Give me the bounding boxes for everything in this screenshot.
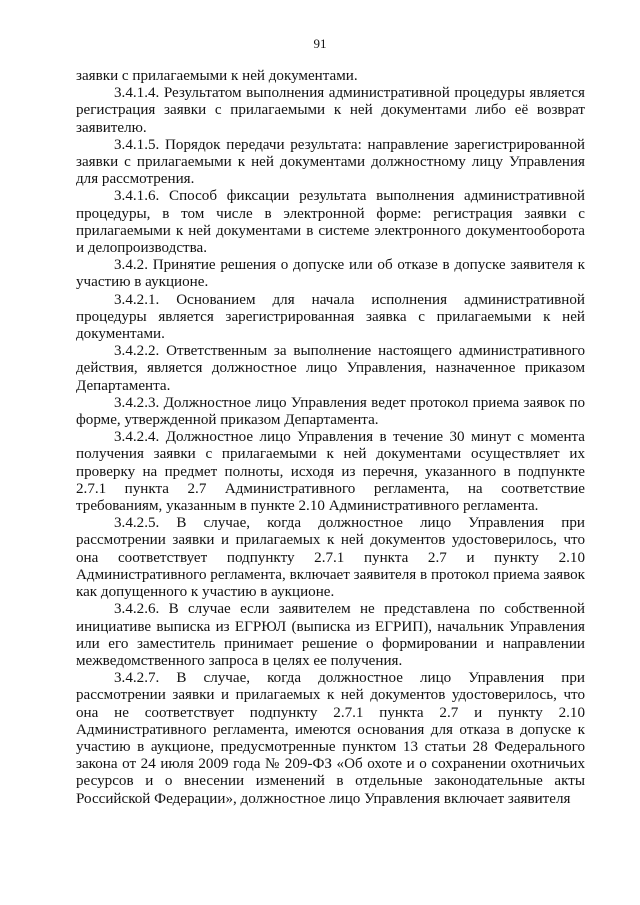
paragraph-3-4-1-4: 3.4.1.4. Результатом выполнения административной процедуры является регистрация заявки с прилагаемыми к ней документами либо её возврат заявителю.	[76, 85, 585, 136]
paragraph-3-4-2-1: 3.4.2.1. Основанием для начала исполнения административной процедуры является зарегистрированная заявка с прилагаемыми к ней документами.	[76, 291, 585, 343]
paragraph-continuation: заявки с прилагаемыми к ней документами.	[76, 68, 358, 84]
paragraph-3-4-2-4: 3.4.2.4. Должностное лицо Управления в течение 30 минут с момента получения заявки с прилагаемыми к ней документами осуществляет их проверку на предмет полноты, исходя из перечня, указанного в подпункте 2.7.1 пункта 2.7 Административного регламента, на соответствие требованиям, указанным в пункте 2.10 Административного регламента.	[76, 429, 585, 515]
paragraph-3-4-2-3: 3.4.2.3. Должностное лицо Управления ведет протокол приема заявок по форме, утвержденной приказом Департамента.	[76, 394, 585, 429]
paragraph-3-4-2-7: 3.4.2.7. В случае, когда должностное лицо Управления при рассмотрении заявки и прилагаемых к ней документов удостоверилось, что она не соответствует подпункту 2.7.1 пункта 2.7 и пункту 2.10 Административного регламента, имеются основания для отказа в допуске к участию в аукционе, предусмотренные пунктом 13 статьи 28 Федерального закона от 24 июля 2009 года № 209-ФЗ «Об охоте и о сохранении охотничьих ресурсов и о внесении изменений в отдельные законодательные акты Российской Федерации», должностное лицо Управления включает заявителя	[76, 670, 585, 807]
document-body	[76, 68, 585, 808]
paragraph-3-4-1-5: 3.4.1.5. Порядок передачи результата: направление зарегистрированной заявки с прилагаемыми к ней документами должностному лицу Управления для рассмотрения.	[76, 136, 585, 188]
paragraph-3-4-2: 3.4.2. Принятие решения о допуске или об отказе в допуске заявителя к участию в аукционе.	[76, 257, 585, 291]
paragraph-3-4-2-5: 3.4.2.5. В случае, когда должностное лицо Управления при рассмотрении заявки и прилагаемых к ней документов удостоверилось, что она соответствует подпункту 2.7.1 пункта 2.7 и пункту 2.10 Административного регламента, включает заявителя в протокол приема заявок как допущенного к участию в аукционе.	[76, 515, 585, 601]
paragraph-3-4-1-6: 3.4.1.6. Способ фиксации результата выполнения административной процедуры, в том числе в электронной форме: регистрация заявки с прилагаемыми к ней документами в системе электронного документооборота и делопроизводства.	[76, 188, 585, 257]
paragraph-3-4-2-6: 3.4.2.6. В случае если заявителем не представлена по собственной инициативе выписка из ЕГРЮЛ (выписка из ЕГРИП), начальник Управления или его заместитель принимает решение о формировании и направлении межведомственного запроса в целях ее получения.	[76, 601, 585, 669]
paragraph-3-4-2-2: 3.4.2.2. Ответственным за выполнение настоящего административного действия, является должностное лицо Управления, назначенное приказом Департамента.	[76, 343, 585, 394]
page-number: 91	[313, 36, 327, 51]
